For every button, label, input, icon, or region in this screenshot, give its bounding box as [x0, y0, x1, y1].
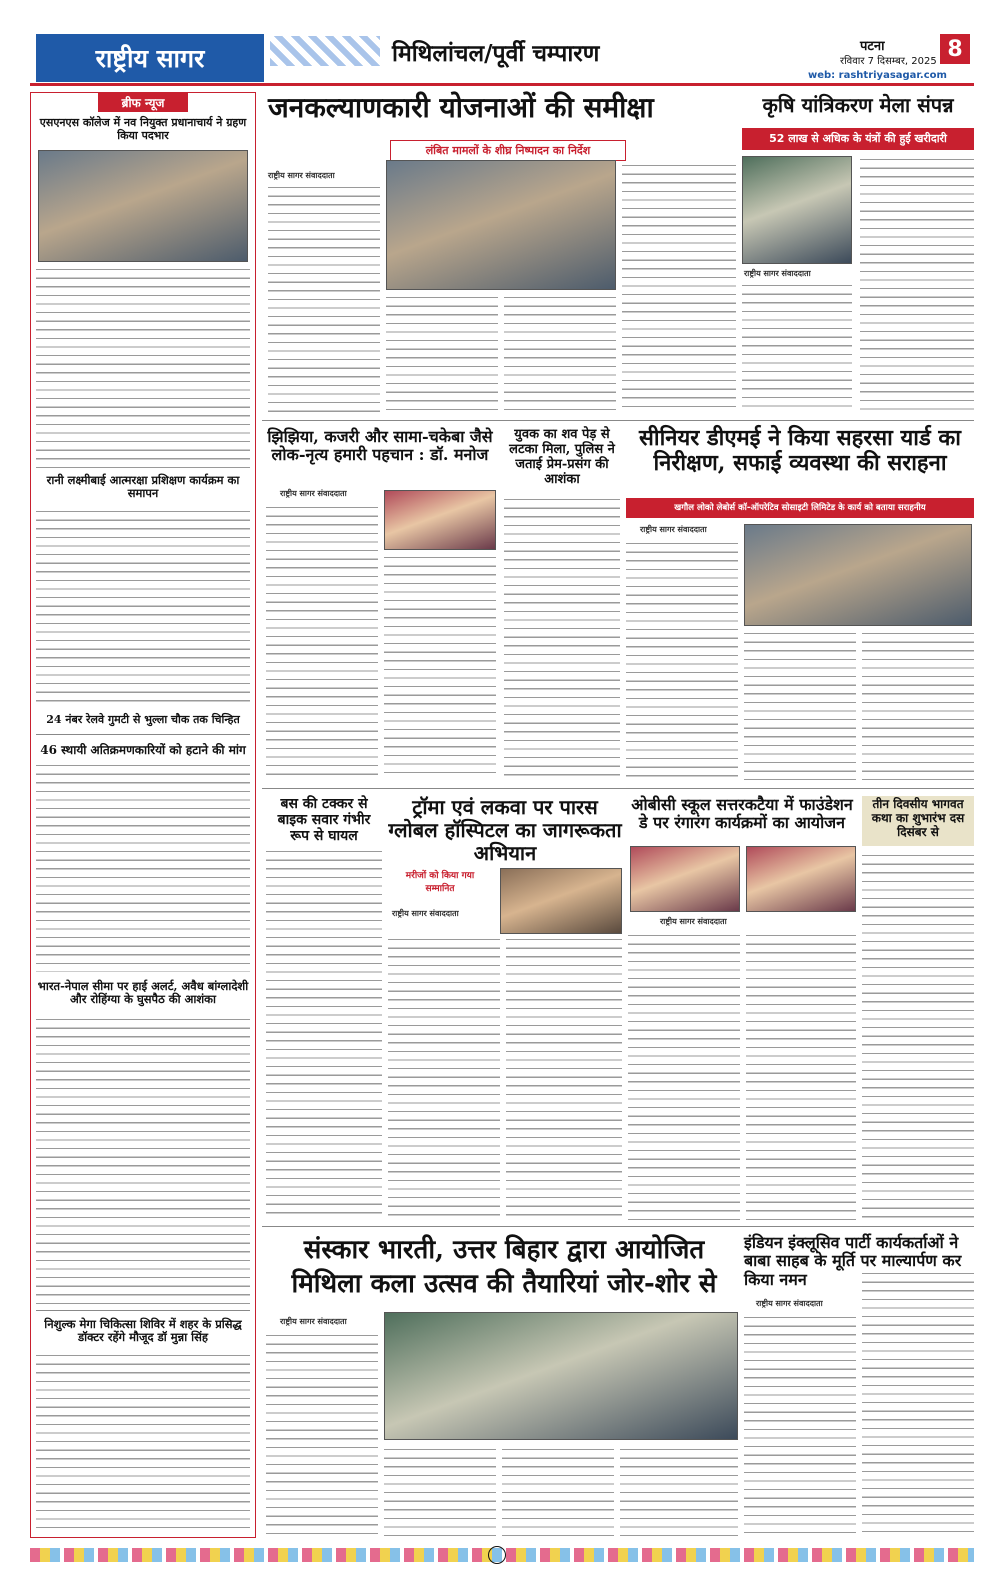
byline: राष्ट्रीय सागर संवाददाता [756, 1299, 823, 1308]
article-body [860, 156, 974, 414]
headline-bhagwat-katha: तीन दिवसीय भागवत कथा का शुभारंभ दस दिसंबर से [871, 797, 965, 839]
article-body [504, 496, 620, 780]
headline-mithila-utsav: संस्कार भारती, उत्तर बिहार द्वारा आयोजित मिथिला कला उत्सव की तैयारियां जोर-शोर से [291, 1235, 717, 1299]
article-body [862, 630, 974, 780]
headline-self-defence: रानी लक्ष्मीबाई आत्मरक्षा प्रशिक्षण कार्यक्रम का समापन [46, 473, 240, 501]
article-body [744, 1314, 856, 1538]
article-body [620, 1446, 738, 1538]
headline-bus-accident: बस की टक्कर से बाइक सवार गंभीर रूप से घायल [277, 796, 371, 845]
headline-krishi-mela: कृषि यांत्रिकरण मेला संपन्न [762, 93, 954, 117]
article-body [506, 936, 622, 1220]
headline-dme-inspection: सीनियर डीएमई ने किया सहरसा यार्ड का निरीक्षण, सफाई व्यवस्था की सराहना [639, 425, 961, 477]
brief-news-label: ब्रीफ न्यूज [98, 92, 188, 112]
article-body [622, 162, 736, 414]
headline-railway-gumti: 24 नंबर रेलवे गुमटी से भुल्ला चौक तक चिन्हित [46, 713, 240, 726]
photo-dme-inspection [744, 524, 972, 626]
byline: राष्ट्रीय सागर संवाददाता [660, 917, 727, 926]
registration-mark [488, 1546, 506, 1564]
article-body [862, 1270, 974, 1538]
photo-mithila-utsav [384, 1312, 738, 1440]
byline: राष्ट्रीय सागर संवाददाता [280, 1317, 347, 1326]
headline-medical-camp: निशुल्क मेगा चिकित्सा शिविर में शहर के प्रसिद्ध डॉक्टर रहेंगे मौजूद डॉ मुन्ना सिंह [44, 1317, 242, 1345]
headline-sns-college: एसएनएस कॉलेज में नव नियुक्त प्रधानाचार्य ने ग्रहण किया पदभार [39, 116, 247, 142]
article-body [504, 294, 616, 414]
newspaper-logo: राष्ट्रीय सागर [36, 34, 264, 82]
photo-krishi-mela [742, 156, 852, 264]
edition-date: रविवार 7 दिसम्बर, 2025 [840, 56, 937, 67]
byline: राष्ट्रीय सागर संवाददाता [640, 525, 707, 534]
article-body [746, 932, 856, 1220]
article-body [742, 282, 852, 414]
section-title: मिथिलांचल/पूर्वी चम्पारण [392, 40, 600, 67]
photo-lok-nritya [384, 490, 496, 550]
photo-sns-college [38, 150, 248, 262]
headline-yuvak-shav: युवक का शव पेड़ से लटका मिला, पुलिस ने जताई प्रेम-प्रसंग की आशंका [509, 427, 615, 487]
photo-review-meeting [386, 160, 616, 290]
article-body [36, 1352, 250, 1532]
article-body [384, 554, 496, 780]
article-body [388, 936, 500, 1220]
masthead-pattern [270, 36, 380, 66]
subhead-main-review: लंबित मामलों के शीघ्र निष्पादन का निर्देश [390, 140, 626, 161]
article-body [36, 266, 250, 470]
article-body [266, 848, 382, 1220]
article-body [268, 184, 380, 414]
article-body [36, 762, 250, 972]
byline: राष्ट्रीय सागर संवाददाता [744, 269, 811, 278]
headline-border-alert: भारत-नेपाल सीमा पर हाई अलर्ट, अवैध बांग्लादेशी और रोहिंग्या के घुसपैठ की आशंका [37, 979, 249, 1007]
headline-obc-school: ओबीसी स्कूल सत्तरकटैया में फाउंडेशन डे पर रंगारंग कार्यक्रमों का आयोजन [631, 795, 853, 833]
subhead-dme-inspection: खगौल लोको लेबोर्स कॉ-ऑपरेटिव सोसाइटी लिमिटेड के कार्य को बताया सराहनीय [626, 498, 974, 518]
headline-baba-saheb: इंडियन इंक्लूसिव पार्टी कार्यकर्ताओं ने बाबा साहब के मूर्ति पर माल्यार्पण कर किया नमन [744, 1233, 962, 1289]
article-body [862, 852, 974, 1220]
headline-paras-hospital: ट्रॉमा एवं लकवा पर पारस ग्लोबल हॉस्पिटल का जागरूकता अभियान [388, 795, 622, 865]
subhead-krishi-mela: 52 लाख से अधिक के यंत्रों की हुई खरीदारी [742, 128, 974, 150]
article-body [626, 540, 738, 780]
website-link[interactable]: web: rashtriyasagar.com [808, 70, 947, 81]
article-body [36, 1016, 250, 1304]
article-body [384, 1446, 496, 1538]
photo-obc-school-1 [630, 846, 740, 912]
article-body [744, 630, 856, 780]
subhead-paras-hospital: मरीजों को किया गया सम्मानित [405, 871, 475, 894]
article-body [502, 1446, 614, 1538]
edition-city: पटना [860, 39, 885, 54]
byline: राष्ट्रीय सागर संवाददाता [280, 489, 347, 498]
photo-paras-hospital [500, 868, 622, 934]
byline: राष्ट्रीय सागर संवाददाता [268, 171, 335, 180]
article-body [36, 508, 250, 708]
headline-lok-nritya: झिझिया, कजरी और सामा-चकेबा जैसे लोक-नृत्य हमारी पहचान : डॉ. मनोज [267, 427, 493, 465]
photo-obc-school-2 [746, 846, 856, 912]
article-body [386, 294, 498, 414]
article-body [266, 504, 378, 780]
article-body [266, 1332, 378, 1538]
headline-encroachment: 46 स्थायी अतिक्रमणकारियों को हटाने की मांग [40, 743, 246, 757]
byline: राष्ट्रीय सागर संवाददाता [392, 909, 459, 918]
headline-main-review: जनकल्याणकारी योजनाओं की समीक्षा [268, 91, 654, 124]
article-body [628, 932, 740, 1220]
page-number: 8 [940, 34, 970, 64]
